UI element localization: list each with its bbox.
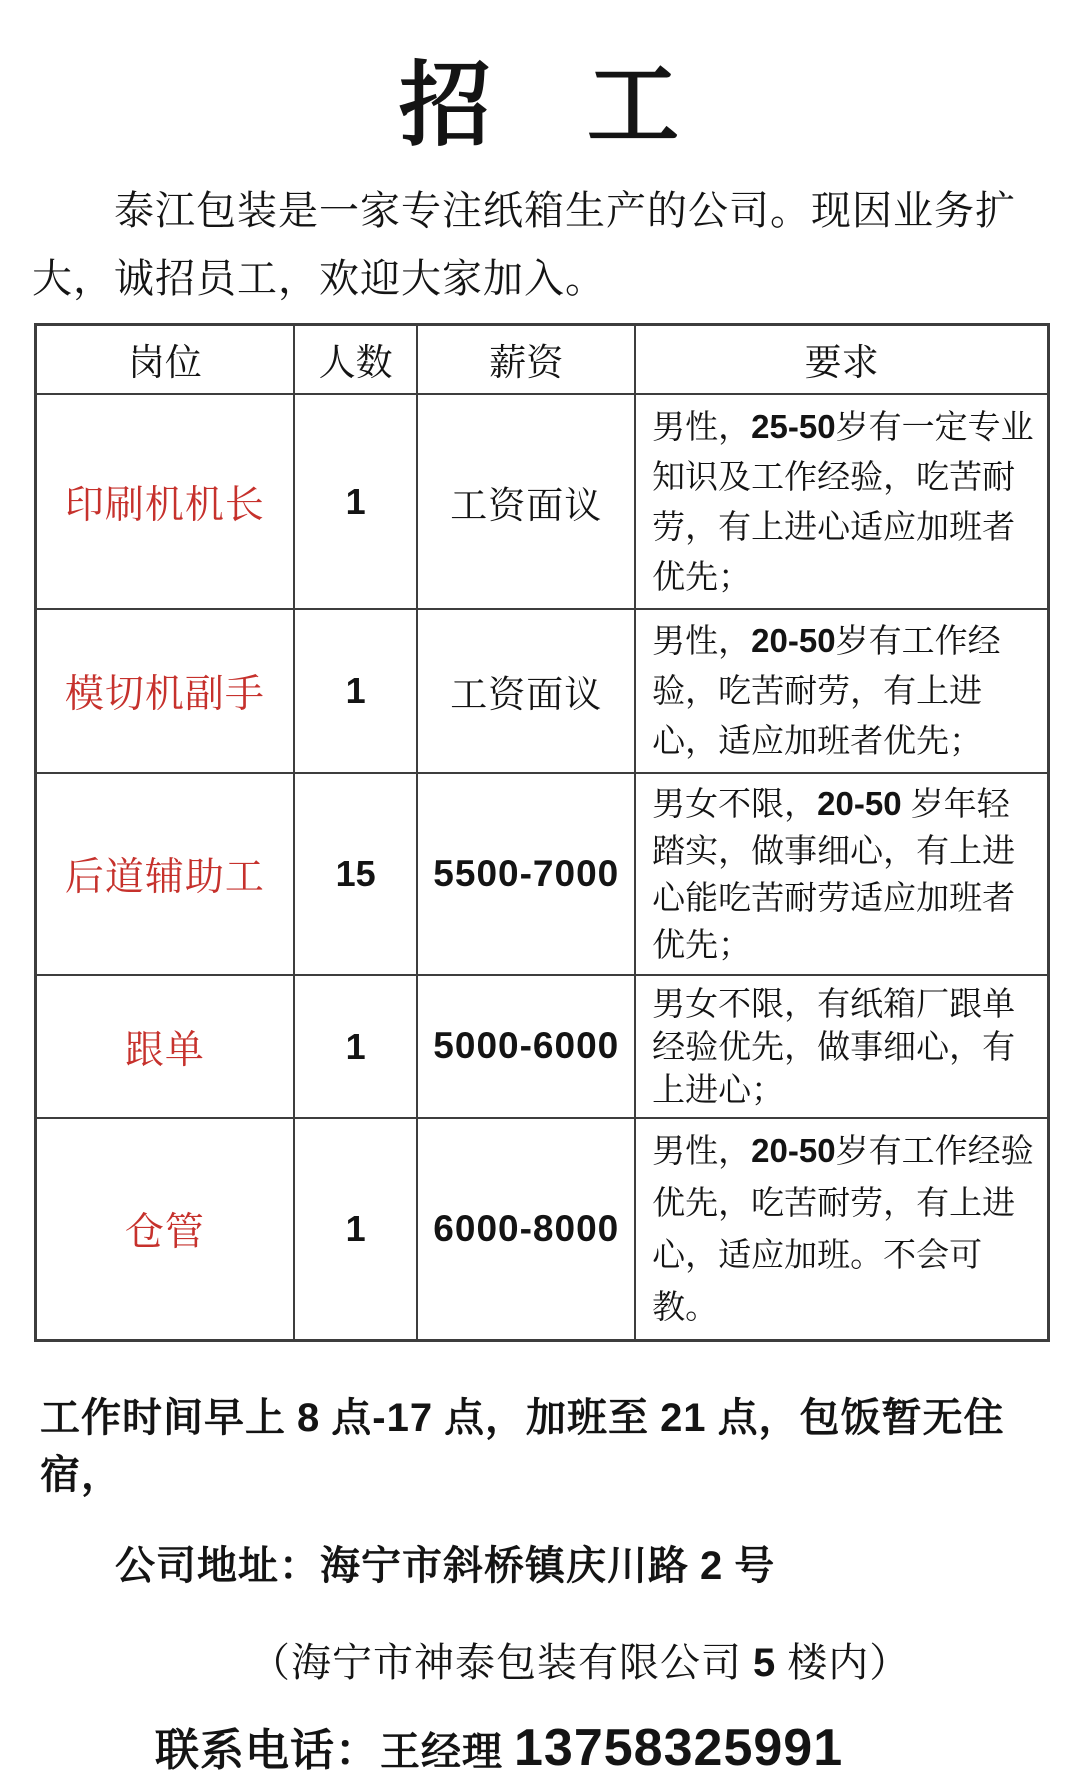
building-note-line: （海宁市神泰包装有限公司 5 楼内）: [250, 1640, 911, 1686]
job-salary-cell: 工资面议: [417, 609, 635, 773]
job-requirements-cell: 男性，20-50岁有工作经验优先，吃苦耐劳，有上进心，适应加班。不会可教。: [635, 1118, 1048, 1341]
job-position-cell: 后道辅助工: [36, 773, 294, 975]
job-salary-cell: 5000-6000: [417, 975, 635, 1118]
job-requirements-cell: 男性，25-50岁有一定专业知识及工作经验，吃苦耐劳，有上进心适应加班者优先；: [635, 394, 1048, 609]
poster-title: 招 工: [398, 55, 681, 157]
job-count-cell: 1: [294, 394, 418, 609]
contact-name: 王经理: [380, 1729, 514, 1775]
job-position-cell: 跟单: [36, 975, 294, 1118]
table-row: [36, 773, 1049, 975]
contact-label: 联系电话：: [155, 1726, 380, 1776]
job-salary-cell: 5500-7000: [417, 773, 635, 975]
table-row: [36, 609, 1049, 773]
contact-phone: 13758325991: [514, 1719, 844, 1778]
company-address-line: 公司地址：海宁市斜桥镇庆川路 2 号: [115, 1543, 776, 1589]
work-hours-line: 工作时间早上 8 点-17 点，加班至 21 点，包饭暂无住宿，: [40, 1395, 1005, 1498]
job-count-cell: 1: [294, 975, 418, 1118]
job-position-cell: 仓管: [36, 1118, 294, 1341]
job-requirements-cell: 男女不限，有纸箱厂跟单经验优先，做事细心，有上进心；: [635, 975, 1048, 1118]
column-header-requirements: 要求: [635, 324, 1048, 394]
job-count-cell: 1: [294, 1118, 418, 1341]
column-header-count: 人数: [294, 324, 418, 394]
column-header-salary: 薪资: [417, 324, 635, 394]
table-row: [36, 1118, 1049, 1341]
job-salary-cell: 6000-8000: [417, 1118, 635, 1341]
job-requirements-cell: 男性，20-50岁有工作经验，吃苦耐劳，有上进心，适应加班者优先；: [635, 609, 1048, 773]
intro-paragraph: 泰江包装是一家专注纸箱生产的公司。现因业务扩大，诚招员工，欢迎大家加入。: [32, 187, 1016, 301]
job-requirements-cell: 男女不限，20-50 岁年轻踏实，做事细心，有上进心能吃苦耐劳适应加班者优先；: [635, 773, 1048, 975]
table-header-row: [36, 324, 1049, 394]
table-row: [36, 975, 1049, 1118]
job-position-cell: 印刷机机长: [36, 394, 294, 609]
job-count-cell: 1: [294, 609, 418, 773]
column-header-position: 岗位: [36, 324, 294, 394]
table-row: [36, 394, 1049, 609]
job-salary-cell: 工资面议: [417, 394, 635, 609]
jobs-table: [34, 323, 1050, 1343]
job-count-cell: 15: [294, 773, 418, 975]
contact-line: [155, 1714, 1060, 1778]
job-position-cell: 模切机副手: [36, 609, 294, 773]
